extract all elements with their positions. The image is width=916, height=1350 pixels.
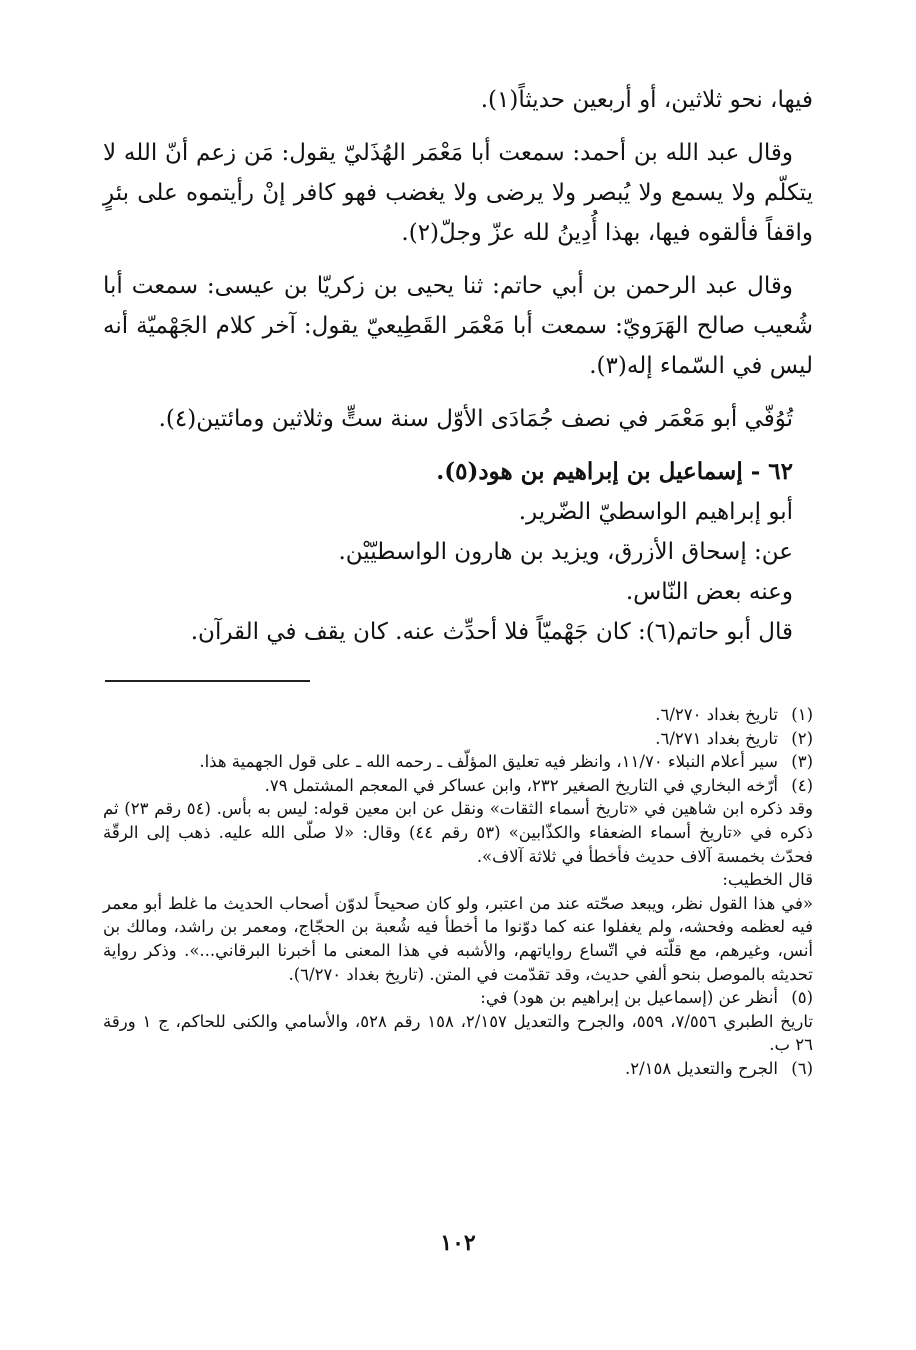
paragraph: وعنه بعض النّاس. <box>625 579 793 605</box>
footnote <box>103 750 813 774</box>
paragraph: أبو إبراهيم الواسطيّ الضّرير. <box>518 499 793 525</box>
entry-heading: ٦٢ - إسماعيل بن إبراهيم بن هود(٥). <box>436 458 793 485</box>
footnote-text: تاريخ بغداد ٦/٢٧١. <box>655 728 778 748</box>
footnote <box>103 703 813 727</box>
paragraph: وقال عبد الرحمن بن أبي حاتم: ثنا يحيى بن زكريّا بن عيسى: سمعت أبا شُعيب صالح الهَرَويّ: سمعت أبا مَعْمَر القَطِيعيّ يقول: آخر كلام الجَهْميّة أنه ليس في السّماء إله(٣). <box>103 273 813 379</box>
footnote-text: الجرح والتعديل ٢/١٥٨. <box>624 1058 778 1078</box>
footnote-number: (١) <box>791 705 813 724</box>
footnote-quote: «في هذا القول نظر، ويبعد صحّته عند من اعتبر، ولو كان صحيحاً لدوّن أصحاب الحديث ما غلط أبو معمر فيه لعظمه وفحشه، ولم يغفلوا عنه كما دوّنوا ما أخطأ فيه شُعبة بن الحجّاج، ومعمر بن راشد، ومالك بن أنس، وغيرهم، مع قلّته في اتّساع رواياتهم، والأشبه في هذا المعنى ما أخبرنا البرقاني...». وذكر رواية تحديثه بالموصل بنحو ألفي حديث، وقد تقدّمت في المتن. (تاريخ بغداد ٦/٢٧٠). <box>103 893 813 984</box>
footnote-continuation: تاريخ الطبري ٧/٥٥٦، ٥٥٩، والجرح والتعديل ٢/١٥٧، ١٥٨ رقم ٥٢٨، والأسامي والكنى للحاكم، ج ١ ورقة ٢٦ ب. <box>103 1011 813 1055</box>
footnote-text: تاريخ بغداد ٦/٢٧٠. <box>655 705 778 724</box>
footnotes <box>103 703 813 1081</box>
footnote <box>103 774 813 798</box>
footnote-number: (٤) <box>791 775 813 795</box>
footnote-divider <box>105 680 310 682</box>
footnote <box>103 727 813 751</box>
footnote-number: (٢) <box>791 728 813 748</box>
main-text <box>103 80 813 652</box>
footnote-continuation: قال الخطيب: <box>722 870 813 890</box>
footnote <box>103 986 813 1010</box>
footnote-continuation: وقد ذكره ابن شاهين في «تاريخ أسماء الثقات» ونقل عن ابن معين قوله: ليس به بأس. (٥٤ رقم ٢٣) ثم ذكره في «تاريخ أسماء الضعفاء والكذّابين» (٥٣ رقم ٤٤) وقال: «لا صلّى الله عليه. ذهب إلى الرقّة فحدّث بخمسة آلاف حديث فأخطأ في ثلاثة آلاف». <box>103 799 813 866</box>
footnote-number: (٦) <box>791 1058 813 1078</box>
footnote-number: (٣) <box>791 752 813 772</box>
paragraph: تُوُفّي أبو مَعْمَر في نصف جُمَادَى الأوّل سنة ستٍّ وثلاثين ومائتين(٤). <box>158 406 793 432</box>
footnote-text: أنظر عن (إسماعيل بن إبراهيم بن هود) في: <box>480 988 778 1008</box>
footnote <box>103 1057 813 1081</box>
paragraph: وقال عبد الله بن أحمد: سمعت أبا مَعْمَر الهُذَليّ يقول: مَن زعم أنّ الله لا يتكلّم ولا يسمع ولا يُبصر ولا يرضى ولا يغضب فهو كافر إنْ رأيتموه على بئرٍ واقفاً فألقوه فيها، بهذا أُدِينُ لله عزّ وجلّ(٢). <box>103 140 813 246</box>
paragraph: فيها، نحو ثلاثين، أو أربعين حديثاً(١). <box>480 87 813 113</box>
footnote-text: سير أعلام النبلاء ١١/٧٠، وانظر فيه تعليق المؤلّف ـ رحمه الله ـ على قول الجهمية هذا. <box>199 752 778 772</box>
paragraph: قال أبو حاتم(٦): كان جَهْميّاً فلا أحدِّث عنه. كان يقف في القرآن. <box>190 619 793 645</box>
page-number: ١٠٢ <box>440 1230 476 1256</box>
footnote-text: أرّخه البخاري في التاريخ الصغير ٢٣٢، وابن عساكر في المعجم المشتمل ٧٩. <box>264 775 778 795</box>
paragraph: عن: إسحاق الأزرق، ويزيد بن هارون الواسطيّيْن. <box>338 539 793 565</box>
footnote-number: (٥) <box>791 988 813 1008</box>
